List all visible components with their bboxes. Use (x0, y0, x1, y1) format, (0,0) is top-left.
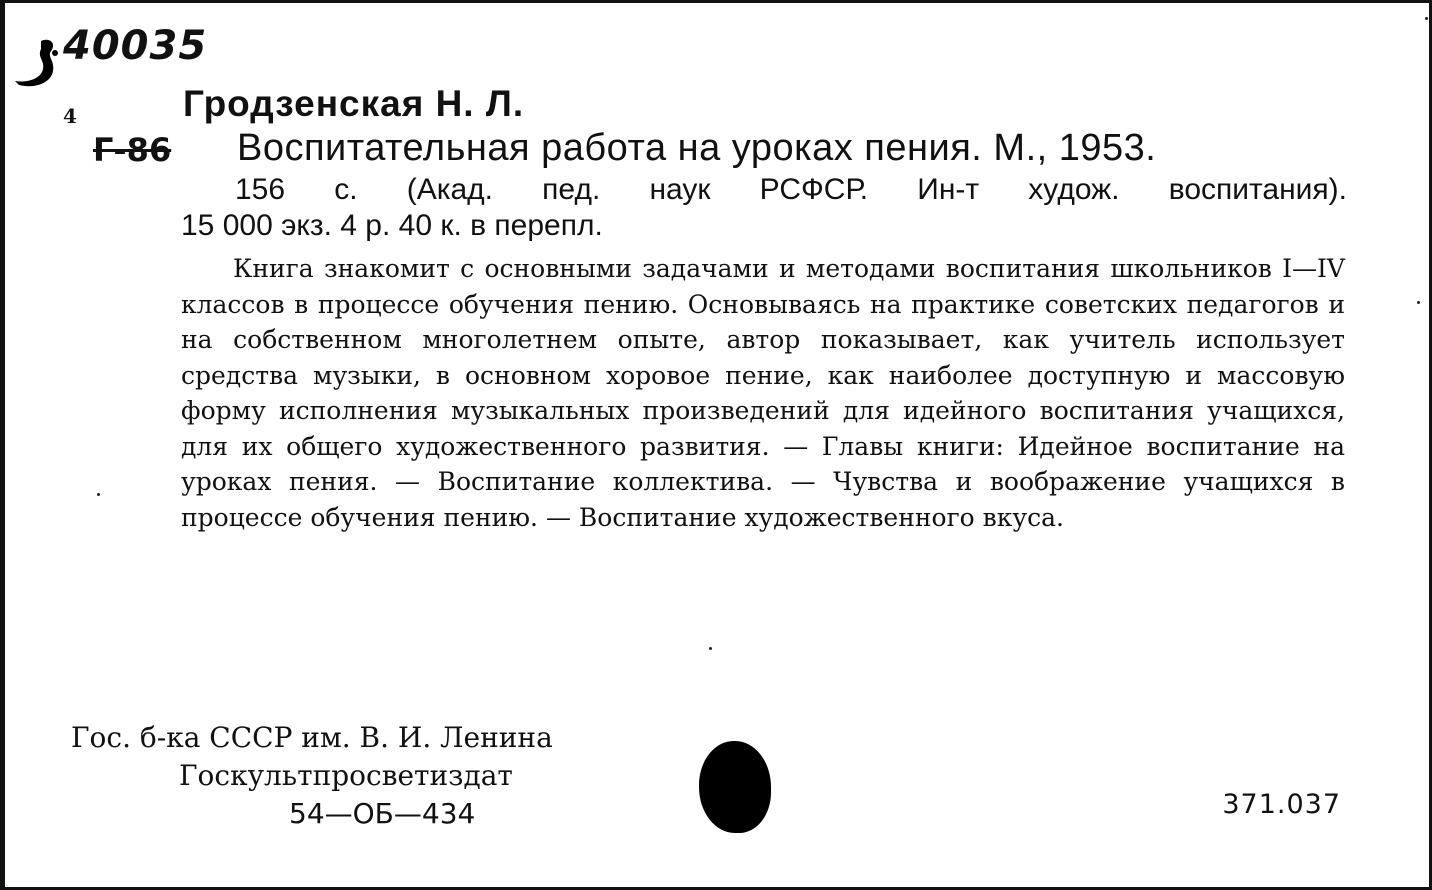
annotation: Книга знакомит с основными задачами и методами воспитания школьников I—IV классов в процессе обучения пению. Основываясь на практике советских педагогов и на собственном многолетнем опыте, автор показывает, как учитель использует средства музыки, в основном хоровое пение, как наиболее доступную и массовую форму исполнения музыкальных произведений для идейного воспитания учащихся, для их общего художественного развития. — Главы книги: Идейное воспитание на уроках пения. — Воспитание коллектива. — Чувства и воображение учащихся в процессе обучения пению. — Воспитание художественного вкуса. (181, 254, 1345, 532)
shelf-mark: Г-86 (93, 131, 172, 169)
handwritten-mark-icon (11, 35, 66, 95)
imprint-line-1: 156 с. (Акад. пед. наук РСФСР. Ин-т худож. воспитания). (235, 173, 1347, 206)
speck (97, 493, 100, 496)
footer-block (71, 719, 553, 833)
speck (1425, 17, 1428, 20)
copy-number: 4 (63, 104, 77, 128)
author: Гродзенская Н. Л. (183, 83, 525, 124)
speck (709, 647, 712, 650)
imprint-line-2: 15 000 экз. 4 р. 40 к. в перепл. (181, 209, 603, 242)
book-title: Воспитательная работа на уроках пения. М., 1953. (237, 127, 1157, 169)
publisher-name: Госкультпросветиздат (179, 759, 513, 792)
classification-number: 371.037 (1222, 789, 1341, 820)
order-code: 54—ОБ—434 (289, 797, 476, 830)
speck (1417, 301, 1420, 304)
punch-hole (699, 741, 771, 833)
library-name: Гос. б-ка СССР им. В. И. Ленина (71, 721, 553, 754)
inventory-number: 40035 (63, 23, 208, 69)
